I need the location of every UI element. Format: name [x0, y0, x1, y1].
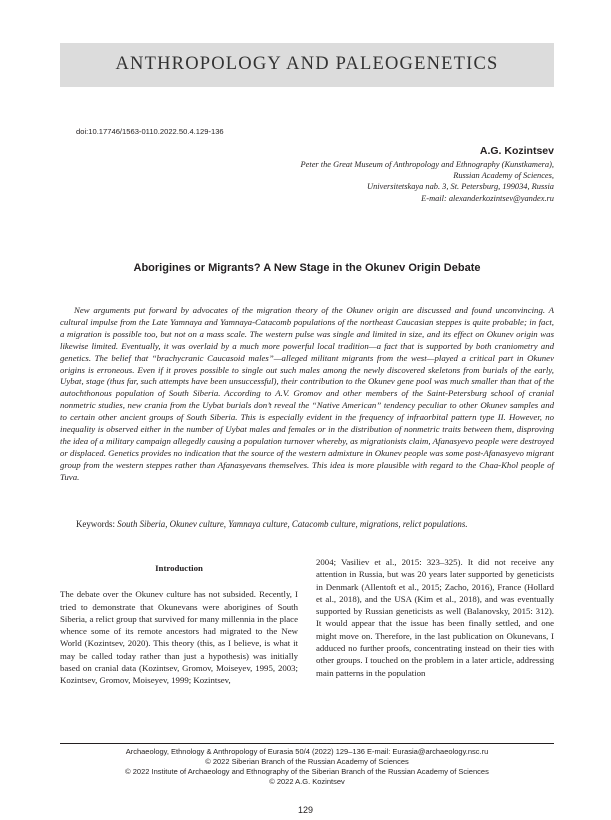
doi: doi:10.17746/1563-0110.2022.50.4.129-136 [76, 127, 224, 136]
footer-copyright-line: © 2022 A.G. Kozintsev [269, 776, 345, 786]
keywords-label: Keywords: [76, 519, 115, 529]
body-column-left [60, 556, 298, 687]
keywords [76, 519, 554, 529]
affiliation-line: Russian Academy of Sciences, [453, 171, 554, 181]
body-column-right [316, 556, 554, 679]
footer-journal-line: Archaeology, Ethnology & Anthropology of Eurasia 50/4 (2022) 129–136 E-mail: Eurasia@archaeology.nsc.ru [125, 747, 489, 756]
page-number: 129 [297, 805, 314, 815]
affiliation-line: Peter the Great Museum of Anthropology and Ethnography (Kunstkamera), [300, 160, 554, 169]
author-name: A.G. Kozintsev [479, 145, 554, 157]
author-affiliation [214, 159, 554, 204]
body-paragraph: The debate over the Okunev culture has not subsided. Recently, I tried to demonstrate that Okunevans were aborigines of South Siberia, a relict group that survived for many millennia in the place whence some of its remote ancestors had migrated to the New World (Kozintsev, 2020). This theory (this, as I believe, is what it may be called today rather than just a hypothesis) was initially based on cranial data (Kozintsev, Gromov, Moiseyev, 1995, 2003; Kozintsev, Gromov, Moiseyev, 1999; Kozintsev, [60, 589, 298, 686]
footer [60, 747, 554, 787]
footer-copyright-line: © 2022 Siberian Branch of the Russian Academy of Sciences [205, 756, 409, 766]
article-title: Aborigines or Migrants? A New Stage in the Okunev Origin Debate [133, 262, 481, 274]
affiliation-line: Universitetskaya nab. 3, St. Petersburg, 199034, Russia [367, 182, 554, 192]
section-title: ANTHROPOLOGY AND PALEOGENETICS [115, 54, 499, 74]
body-paragraph-continued: 2004; Vasiliev et al., 2015: 323–325). It did not receive any attention in Russia, but was 20 years later supported by geneticists in Denmark (Allentoft et al., 2015; Zacho, 2016), France (Hollard et al., 2018), and the USA (Kim et al., 2018), and was eventually supported by Russian geneticists as well (Balanovsky, 2015: 312). It would appear that the issue has been finally settled, and one might move on. Therefore, in the last publication on Okunevans, I adduced no further proofs, concentrating instead on their ties with other groups. I touched on the problem in a later article, addressing main patterns in the population [316, 557, 554, 678]
keywords-list: South Siberia, Okunev culture, Yamnaya culture, Catacomb culture, migrations, relict populations. [117, 519, 468, 529]
footer-divider [60, 743, 554, 744]
abstract: New arguments put forward by advocates of the migration theory of the Okunev origin are discussed and found unconvincing. A cultural impulse from the Late Yamnaya and Yamnaya-Catacomb populations of the northeast Caucasian steppes is quite probable; in fact, a migration is possible too, but not on a mass scale. The western pulse was single and limited in size, and its effect on Okunev origin was likewise limited. Eventually, it was overlaid by a much more powerful local tradition—a fact that is supported by both craniometry and genetics. The belief that “brachycranic Caucasoid males”—alleged militant migrants from the west—played a critical part in Okunev origins is erroneous. Even if it proves possible to single out such males among the newly discovered skeletons from burials of the early, Uybat, stage (thus far, such attempts have been unsuccessful), their contribution to the Okunev gene pool was much smaller than that of the autochthonous population of South Siberia. According to A.V. Gromov and other members of the Saint-Petersburg school of cranial nonmetric studies, new crania from the Uybat burials don’t reveal the “Native American” tendency peculiar to other Okunev samples and to certain other ancient groups of South Siberia. This is especially evident in the frequency of infraorbital pattern type II. However, no inequality is observed either in the number of Uybat males and females or in the distribution of nonmetric traits between them, disproving the idea of a military campaign allegedly causing a population turnover whereby, as migrationists claim, Afanasyevo people were destroyed or displaced. Genetics provides no indication that the source of the western admixture in Okunev people was some post-Afanasyevo migrant group from the western steppes rather than Afanasyevans themselves. This idea is more plausible with regard to the Chaa-Khol people of Tuva. [60, 305, 554, 482]
affiliation-email: E-mail: alexanderkozintsev@yandex.ru [421, 193, 554, 203]
section-banner [60, 43, 554, 87]
introduction-heading: Introduction [155, 563, 203, 573]
footer-copyright-line: © 2022 Institute of Archaeology and Ethnography of the Siberian Branch of the Russian Academy of Sciences [125, 766, 489, 776]
